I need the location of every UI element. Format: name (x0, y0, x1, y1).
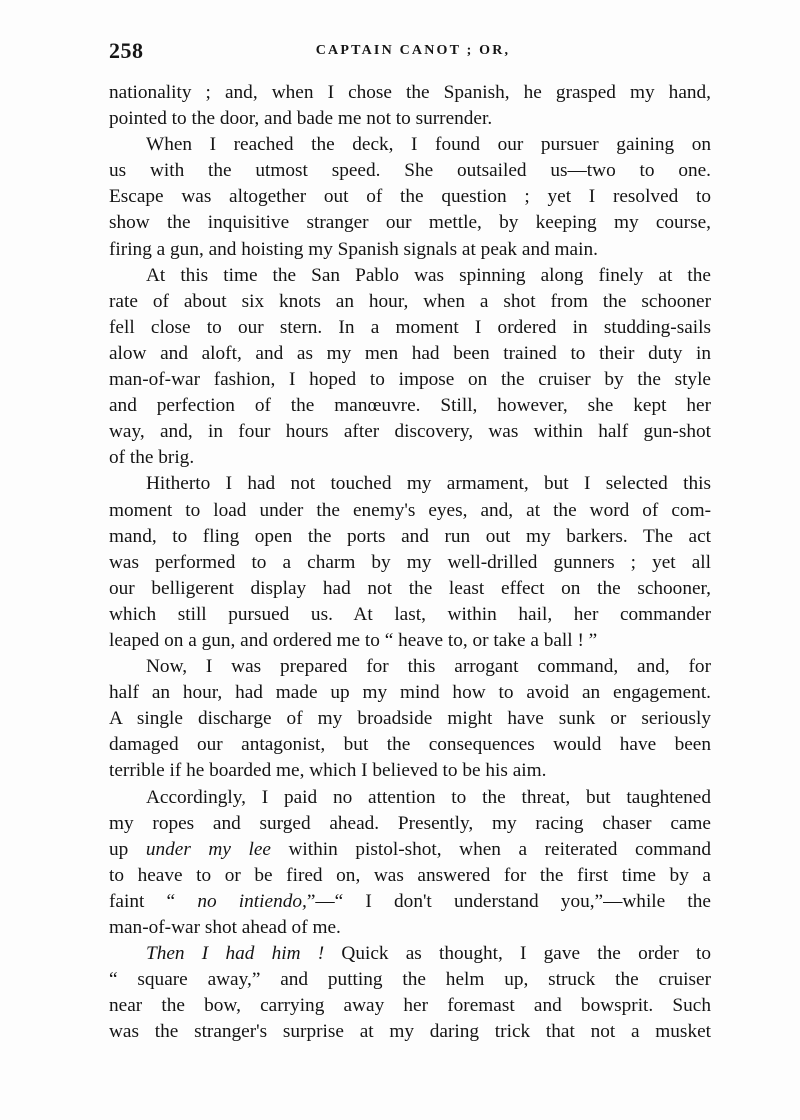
text-line: firing a gun, and hoisting my Spanish signals at peak and main. (109, 238, 598, 260)
body-text (109, 80, 711, 1045)
text-segment: ”—“ I don't understand you,”—while the (306, 890, 711, 912)
text-segment: within pistol-shot, when a reiterated command (270, 838, 711, 860)
text-line: Now, I was prepared for this arrogant command, and, for (146, 656, 711, 678)
text-segment: faint “ (109, 890, 198, 912)
text-line: leaped on a gun, and ordered me to “ heave to, or take a ball ! ” (109, 629, 598, 651)
text-line: Hitherto I had not touched my armament, but I selected this (146, 473, 711, 495)
text-line: my ropes and surged ahead. Presently, my racing chaser came (109, 812, 711, 834)
text-line: When I reached the deck, I found our pursuer gaining on (146, 134, 711, 156)
text-line: nationality ; and, when I chose the Spanish, he grasped my hand, (109, 82, 711, 103)
text-line (109, 941, 711, 967)
text-line: moment to load under the enemy's eyes, and, at the word of com- (109, 499, 711, 521)
text-line: pointed to the door, and bade me not to surrender. (109, 108, 493, 130)
text-line (109, 837, 711, 863)
italic-text: under my lee (145, 838, 271, 860)
text-line: show the inquisitive stranger our mettle, by keeping my course, (109, 212, 711, 234)
text-segment: Quick as thought, I gave the order to (324, 943, 711, 965)
italic-text: Then I had him ! (146, 943, 325, 965)
text-line: terrible if he boarded me, which I believed to be his aim. (109, 760, 547, 782)
text-line: half an hour, had made up my mind how to avoid an engagement. (109, 682, 711, 704)
page-header (109, 38, 711, 68)
text-line: and perfection of the manœuvre. Still, however, she kept her (109, 395, 711, 417)
text-line: Escape was altogether out of the question ; yet I resolved to (109, 186, 711, 208)
text-line: man-of-war fashion, I hoped to impose on the cruiser by the style (109, 369, 711, 391)
text-line: At this time the San Pablo was spinning along finely at the (146, 264, 711, 286)
text-line: near the bow, carrying away her foremast and bowsprit. Such (109, 995, 711, 1017)
text-line: “ square away,” and putting the helm up, struck the cruiser (109, 969, 711, 991)
text-line: Accordingly, I paid no attention to the threat, but taughtened (146, 786, 711, 808)
text-line: damaged our antagonist, but the consequences would have been (109, 734, 711, 756)
text-line: our belligerent display had not the least effect on the schooner, (109, 577, 711, 599)
text-segment: up (109, 838, 146, 860)
text-line: us with the utmost speed. She outsailed us—two to one. (109, 160, 711, 182)
text-line (109, 889, 711, 915)
text-line: A single discharge of my broadside might have sunk or seriously (109, 708, 711, 730)
text-line: fell close to our stern. In a moment I ordered in studding-sails (109, 316, 711, 338)
page-number: 258 (109, 38, 144, 63)
text-line: alow and aloft, and as my men had been trained to their duty in (109, 342, 711, 364)
text-line: of the brig. (109, 447, 195, 469)
text-line: was performed to a charm by my well-drilled gunners ; yet all (109, 551, 711, 573)
text-line: to heave to or be fired on, was answered for the first time by a (109, 864, 711, 886)
running-head: CAPTAIN CANOT ; OR, (315, 43, 511, 58)
text-line: rate of about six knots an hour, when a shot from the schooner (109, 290, 711, 312)
text-line: mand, to fling open the ports and run out my barkers. The act (109, 525, 711, 547)
text-line: which still pursued us. At last, within hail, her commander (109, 603, 711, 625)
text-line: was the stranger's surprise at my daring trick that not a musket (109, 1021, 711, 1043)
text-line: way, and, in four hours after discovery, was within half gun-shot (109, 421, 711, 443)
text-line: man-of-war shot ahead of me. (109, 917, 341, 938)
italic-text: no intiendo, (197, 890, 307, 912)
